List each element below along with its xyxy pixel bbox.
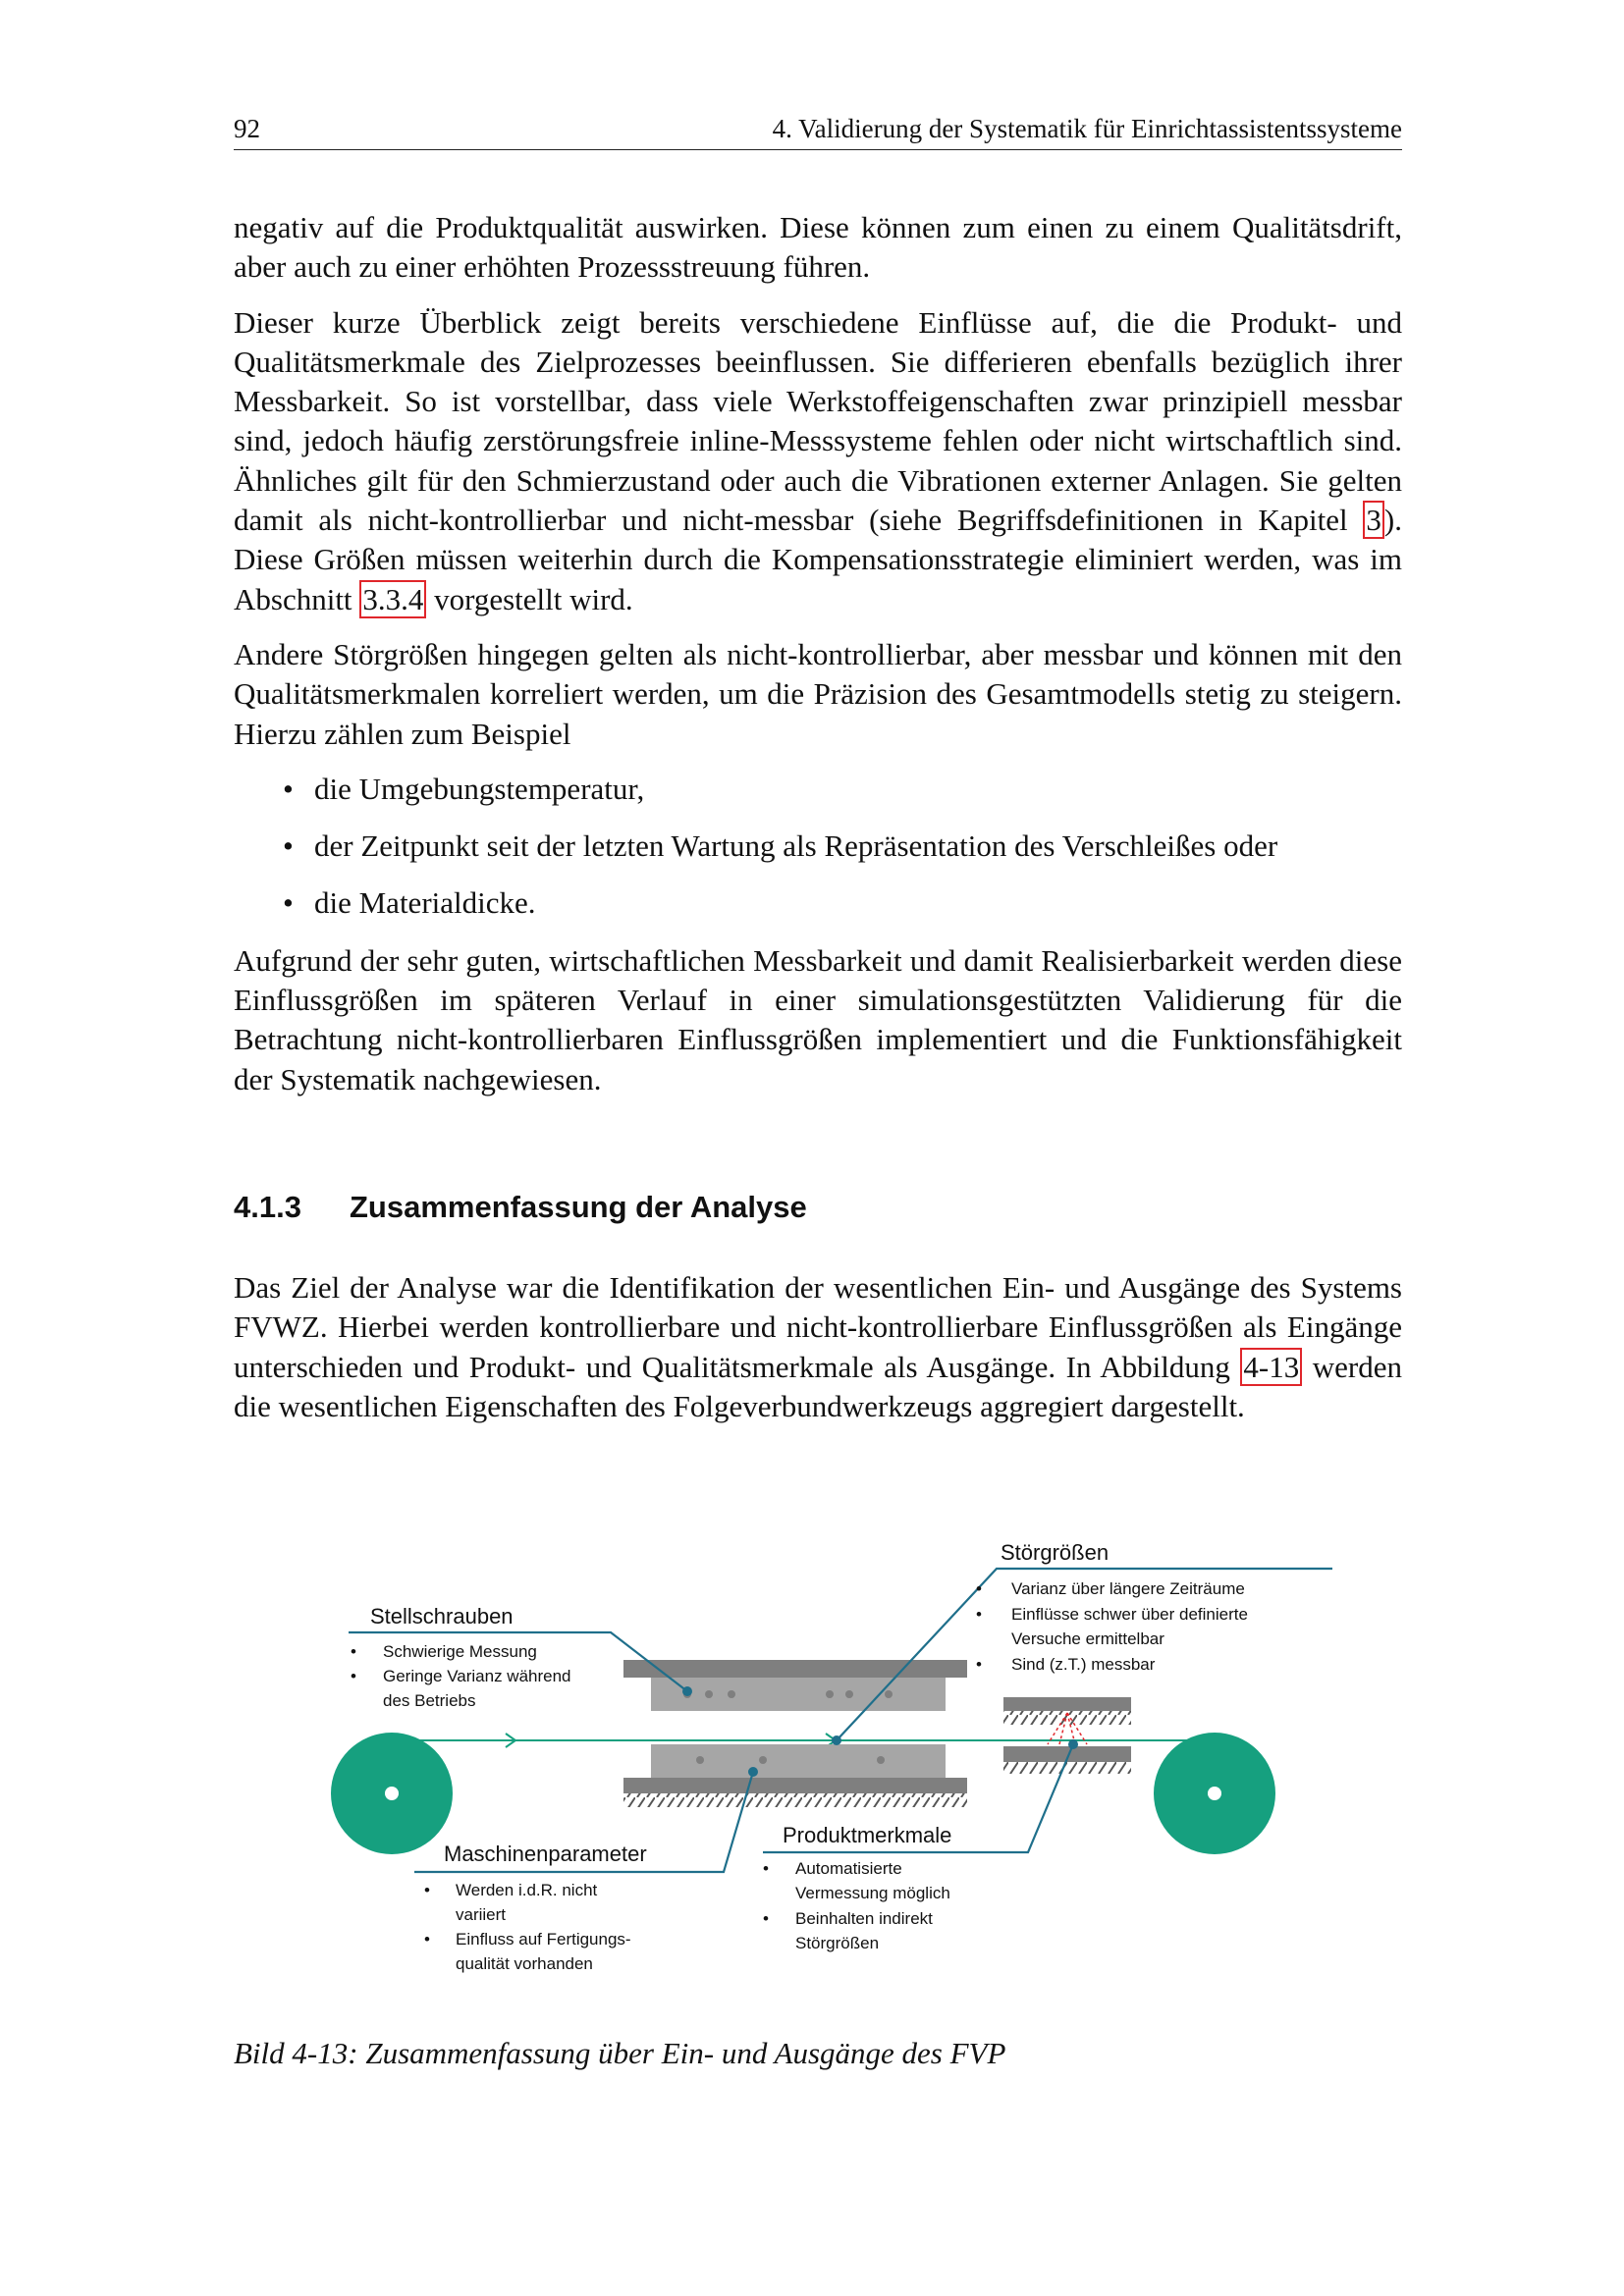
section-title: Zusammenfassung der Analyse <box>350 1190 807 1224</box>
produktmerkmale-item: Automatisierte <box>795 1859 902 1878</box>
produktmerkmale-item: Beinhalten indirekt <box>795 1909 933 1928</box>
list-item: • die Materialdicke. <box>234 883 1402 923</box>
stellschrauben-item: Geringe Varianz während <box>383 1667 571 1685</box>
svg-text:•: • <box>424 1930 430 1949</box>
page-number: 92 <box>234 114 260 143</box>
maschinenparameter-block <box>424 1842 647 1973</box>
stellschrauben-item: Schwierige Messung <box>383 1642 537 1661</box>
figure-label: Bild 4-13 <box>234 2036 349 2070</box>
stoergroessen-item: Versuche ermittelbar <box>1011 1629 1164 1648</box>
figure-caption <box>234 2036 1005 2071</box>
stoergroessen-title: Störgrößen <box>1001 1540 1110 1565</box>
stoergroessen-item: Varianz über längere Zeiträume <box>1011 1579 1245 1598</box>
stellschrauben-block <box>351 1604 571 1710</box>
chapter-reference-link[interactable]: 3 <box>1363 501 1384 539</box>
list-item: • die Umgebungstemperatur, <box>234 770 1402 809</box>
svg-text:•: • <box>976 1655 982 1674</box>
upper-tool <box>623 1660 967 1711</box>
section-body <box>234 1268 1402 1426</box>
stoergroessen-item: Einflüsse schwer über definierte <box>1011 1605 1248 1624</box>
paragraph-2-part-a: Dieser kurze Überblick zeigt bereits verschiedene Einflüsse auf, die die Produkt- und Qualitätsmerkmale des Zielprozesses beeinflussen. Sie differieren ebenfalls bezüglich ihrer Messbarkeit. So ist vorstellbar, dass viele Werkstoffeigenschaften zwar prinzipiell messbar sind, jedoch häufig zerstörungsfreie inline-Messsysteme fehlen oder nicht wirtschaftlich sind. Ähnliches gilt für den Schmierzustand oder auch die Vibrationen externer Anlagen. Sie gelten damit als nicht-kontrollierbar und nicht-messbar (siehe Begriffsdefinitionen in Kapitel <box>234 304 1402 538</box>
svg-text:•: • <box>424 1881 430 1899</box>
body-text <box>234 208 1402 1115</box>
measurement-sensor <box>1003 1697 1131 1774</box>
right-coil-roll <box>1154 1733 1275 1854</box>
stoergroessen-item: Sind (z.T.) messbar <box>1011 1655 1156 1674</box>
maschinenparameter-item: variiert <box>456 1905 507 1924</box>
paragraph-2-part-c: vorgestellt wird. <box>426 581 633 616</box>
figure-reference-link[interactable]: 4-13 <box>1240 1348 1302 1386</box>
paragraph-4: Aufgrund der sehr guten, wirtschaftlichen Messbarkeit und damit Realisierbarkeit werden diese Einflussgrößen im späteren Verlauf in einer simulationsgestützten Validierung für die Betrachtung nicht-kontrollierbaren Einflussgrößen implementiert und die Funktionsfähigkeit der Systematik nachgewiesen. <box>234 942 1402 1096</box>
paragraph-5-part-b: werden die wesentlichen Eigenschaften des Folgeverbundwerkzeugs aggregiert dargestellt. <box>234 1349 1402 1423</box>
list-item: • der Zeitpunkt seit der letzten Wartung als Repräsentation des Verschleißes oder <box>234 827 1402 866</box>
stellschrauben-item: des Betriebs <box>383 1691 476 1710</box>
lower-tool <box>623 1744 967 1807</box>
tool-diagram <box>321 1526 1342 1988</box>
svg-text:•: • <box>763 1909 769 1928</box>
paragraph-5-part-a: Das Ziel der Analyse war die Identifikation der wesentlichen Ein- und Ausgänge des Systems FVWZ. Hierbei werden kontrollierbare und nicht-kontrollierbare Einflussgrößen als Eingänge unterschieden und Produkt- und Qualitätsmerkmale als Ausgänge. In Abbildung <box>234 1270 1402 1384</box>
svg-text:•: • <box>763 1859 769 1878</box>
paragraph-5 <box>234 1268 1402 1426</box>
running-header <box>234 110 1402 150</box>
figure-caption-text: : Zusammenfassung über Ein- und Ausgänge des FVP <box>348 2036 1006 2070</box>
produktmerkmale-title: Produktmerkmale <box>783 1823 952 1847</box>
maschinenparameter-title: Maschinenparameter <box>444 1842 647 1866</box>
stoergroessen-block <box>976 1540 1248 1674</box>
paragraph-1: negativ auf die Produktqualität auswirken. Diese können zum einen zu einem Qualitätsdrift, aber auch zu einer erhöhten Prozessstreuung führen. <box>234 210 1402 285</box>
maschinenparameter-item: Einfluss auf Fertigungs- <box>456 1930 631 1949</box>
paragraph-2 <box>234 303 1402 619</box>
svg-text:•: • <box>351 1667 356 1685</box>
produktmerkmale-item: Vermessung möglich <box>795 1884 950 1902</box>
produktmerkmale-item: Störgrößen <box>795 1934 880 1952</box>
chapter-title: 4. Validierung der Systematik für Einrichtassistentssysteme <box>772 114 1402 143</box>
section-number: 4.1.3 <box>234 1190 301 1224</box>
section-reference-link[interactable]: 3.3.4 <box>359 580 426 618</box>
paragraph-2-part-b: ). Diese Größen müssen weiterhin durch die Kompensationsstrategie eliminiert werden, was im Abschnitt <box>234 503 1402 616</box>
maschinenparameter-item: Werden i.d.R. nicht <box>456 1881 598 1899</box>
svg-text:•: • <box>976 1605 982 1624</box>
section-heading <box>234 1190 807 1225</box>
left-coil-roll <box>331 1733 453 1854</box>
bullet-list <box>234 770 1402 924</box>
paragraph-3: Andere Störgrößen hingegen gelten als nicht-kontrollierbar, aber messbar und können mit den Qualitätsmerkmalen korreliert werden, um die Präzision des Gesamtmodells stetig zu steigern. Hierzu zählen zum Beispiel <box>234 636 1402 751</box>
svg-text:•: • <box>976 1579 982 1598</box>
svg-text:•: • <box>351 1642 356 1661</box>
maschinenparameter-item: qualität vorhanden <box>456 1954 593 1973</box>
stellschrauben-title: Stellschrauben <box>370 1604 514 1629</box>
produktmerkmale-block <box>763 1823 951 1952</box>
